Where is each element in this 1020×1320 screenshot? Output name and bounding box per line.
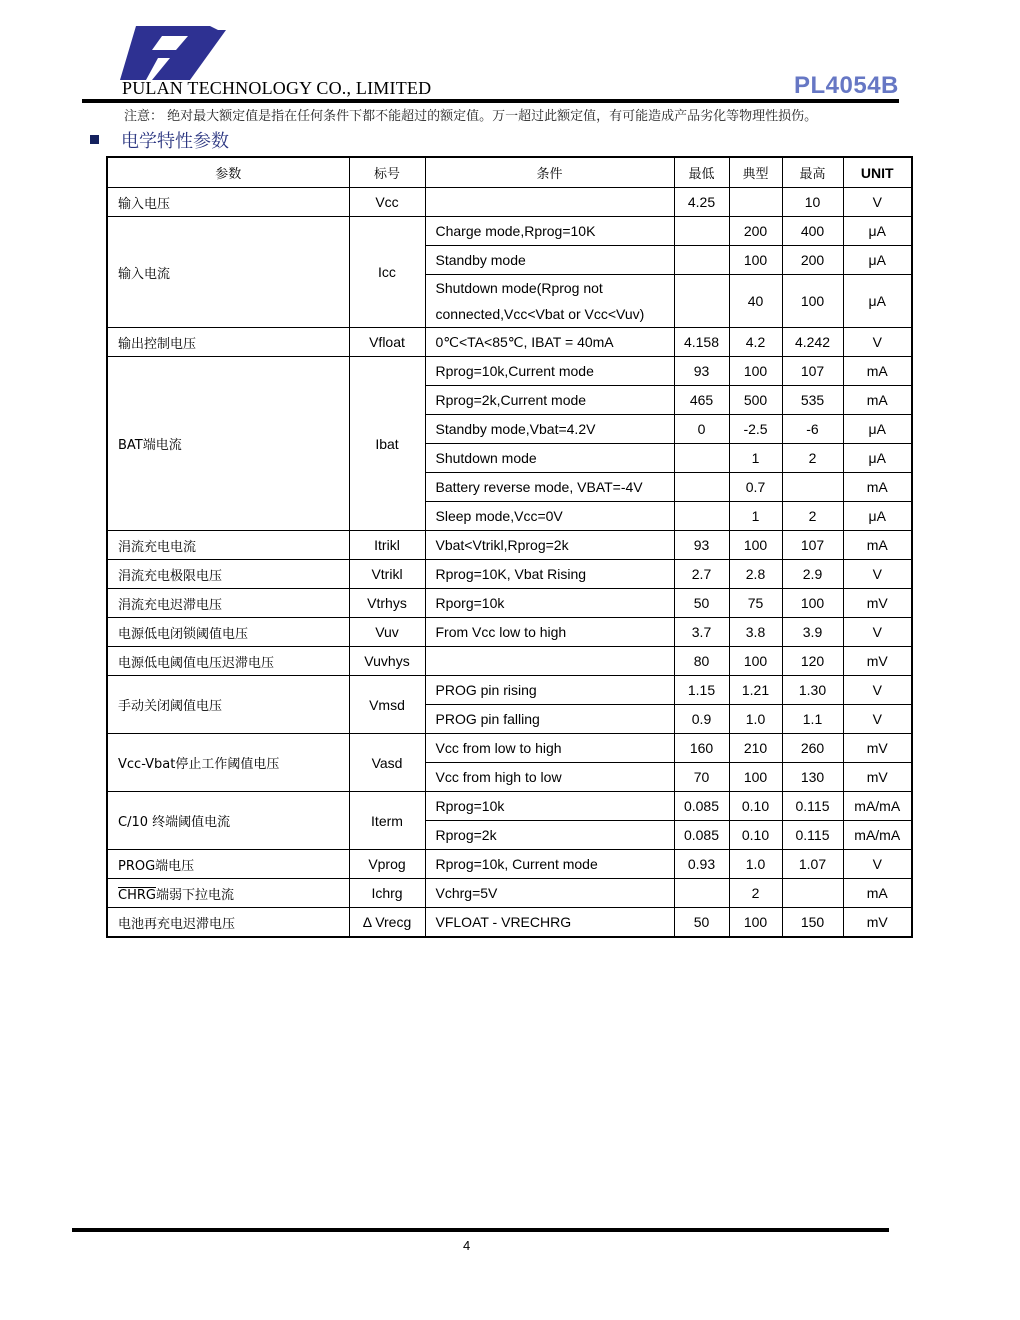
unit-cell: μA [843, 246, 912, 275]
symbol-cell: Ichrg [349, 879, 425, 908]
unit-cell: μA [843, 275, 912, 328]
max-cell [782, 879, 843, 908]
max-cell: 130 [782, 763, 843, 792]
unit-cell: mA/mA [843, 821, 912, 850]
unit-cell: mA [843, 357, 912, 386]
max-cell: 150 [782, 908, 843, 938]
typ-cell: 1.0 [729, 705, 782, 734]
symbol-cell: Ibat [349, 357, 425, 531]
unit-cell: V [843, 328, 912, 357]
table-row [107, 589, 912, 618]
symbol-cell: Icc [349, 217, 425, 328]
max-cell: 2 [782, 502, 843, 531]
unit-cell: V [843, 560, 912, 589]
unit-cell: mV [843, 734, 912, 763]
condition-cell: Shutdown mode [425, 444, 674, 473]
max-cell: 1.1 [782, 705, 843, 734]
condition-cell [425, 647, 674, 676]
min-cell: 0.9 [674, 705, 729, 734]
condition-cell: Vcc from high to low [425, 763, 674, 792]
condition-cell: VFLOAT - VRECHRG [425, 908, 674, 938]
symbol-cell: Vuv [349, 618, 425, 647]
min-cell [674, 246, 729, 275]
min-cell [674, 879, 729, 908]
symbol-cell: Iterm [349, 792, 425, 850]
header-divider [82, 99, 899, 103]
condition-cell: Vbat<Vtrikl,Rprog=2k [425, 531, 674, 560]
unit-cell: V [843, 850, 912, 879]
typ-cell: 100 [729, 246, 782, 275]
typ-cell: 1 [729, 444, 782, 473]
typ-cell: 500 [729, 386, 782, 415]
max-cell: 120 [782, 647, 843, 676]
condition-cell: 0℃<TA<85℃, IBAT = 40mA [425, 328, 674, 357]
param-cell: Vcc-Vbat停止工作阈值电压 [107, 734, 349, 792]
min-cell: 0 [674, 415, 729, 444]
table-row [107, 357, 912, 386]
unit-cell: mA [843, 473, 912, 502]
symbol-cell: Vprog [349, 850, 425, 879]
max-cell: 100 [782, 589, 843, 618]
symbol-cell: Δ Vrecg [349, 908, 425, 938]
table-row [107, 676, 912, 705]
max-cell: 1.30 [782, 676, 843, 705]
min-cell [674, 502, 729, 531]
table-row [107, 908, 912, 938]
min-cell: 80 [674, 647, 729, 676]
min-cell: 50 [674, 589, 729, 618]
unit-cell: mA/mA [843, 792, 912, 821]
symbol-cell: Vcc [349, 188, 425, 217]
max-cell [782, 473, 843, 502]
param-cell: 电源低电阈值电压迟滞电压 [107, 647, 349, 676]
header-unit: UNIT [843, 157, 912, 188]
unit-cell: V [843, 188, 912, 217]
typ-cell: 100 [729, 357, 782, 386]
condition-cell: Vchrg=5V [425, 879, 674, 908]
table-row [107, 217, 912, 246]
min-cell: 93 [674, 531, 729, 560]
max-cell: 0.115 [782, 821, 843, 850]
typ-cell: 75 [729, 589, 782, 618]
chrg-overline-text: CHRG [118, 887, 156, 903]
param-cell: 涓流充电电流 [107, 531, 349, 560]
unit-cell: V [843, 705, 912, 734]
condition-cell: Rprog=2k [425, 821, 674, 850]
symbol-cell: Vtrhys [349, 589, 425, 618]
param-cell: 输入电压 [107, 188, 349, 217]
part-number: PL4054B [794, 72, 899, 99]
table-row [107, 792, 912, 821]
param-cell: 输入电流 [107, 217, 349, 328]
min-cell: 160 [674, 734, 729, 763]
condition-cell: Sleep mode,Vcc=0V [425, 502, 674, 531]
unit-cell: mA [843, 531, 912, 560]
unit-cell: μA [843, 217, 912, 246]
max-cell: 2 [782, 444, 843, 473]
typ-cell: 200 [729, 217, 782, 246]
min-cell: 2.7 [674, 560, 729, 589]
condition-cell: PROG pin rising [425, 676, 674, 705]
condition-cell: Battery reverse mode, VBAT=-4V [425, 473, 674, 502]
max-cell: 200 [782, 246, 843, 275]
max-cell: 535 [782, 386, 843, 415]
min-cell: 4.25 [674, 188, 729, 217]
electrical-characteristics-table [106, 156, 913, 938]
max-cell: 1.07 [782, 850, 843, 879]
min-cell: 0.085 [674, 821, 729, 850]
min-cell: 0.93 [674, 850, 729, 879]
min-cell: 465 [674, 386, 729, 415]
param-cell: 电源低电闭锁阈值电压 [107, 618, 349, 647]
max-cell: 260 [782, 734, 843, 763]
typ-cell: 2 [729, 879, 782, 908]
typ-cell: 210 [729, 734, 782, 763]
param-text: 端弱下拉电流 [155, 887, 234, 903]
warning-note: 注意： 绝对最大额定值是指在任何条件下都不能超过的额定值。万一超过此额定值，有可能造成产品劣化等物理性损伤。 [124, 109, 818, 124]
typ-cell: 0.7 [729, 473, 782, 502]
typ-cell: 100 [729, 531, 782, 560]
section-title: 电学特性参数 [121, 131, 229, 152]
unit-cell: V [843, 618, 912, 647]
condition-cell: Rporg=10k [425, 589, 674, 618]
typ-cell: 1 [729, 502, 782, 531]
typ-cell: 100 [729, 647, 782, 676]
typ-cell: 4.2 [729, 328, 782, 357]
table-header-row [107, 157, 912, 188]
typ-cell: 2.8 [729, 560, 782, 589]
param-cell: C/10 终端阈值电流 [107, 792, 349, 850]
section-heading [90, 127, 229, 153]
min-cell [674, 444, 729, 473]
max-cell: 100 [782, 275, 843, 328]
table-row [107, 328, 912, 357]
param-cell: 手动关闭阈值电压 [107, 676, 349, 734]
company-name: PULAN TECHNOLOGY CO., LIMITED [122, 78, 432, 98]
header-condition: 条件 [425, 157, 674, 188]
min-cell [674, 473, 729, 502]
condition-cell: PROG pin falling [425, 705, 674, 734]
condition-cell: Vcc from low to high [425, 734, 674, 763]
typ-cell [729, 188, 782, 217]
typ-cell: 100 [729, 908, 782, 938]
typ-cell: -2.5 [729, 415, 782, 444]
table-row [107, 734, 912, 763]
header-max: 最高 [782, 157, 843, 188]
table-row [107, 850, 912, 879]
unit-cell: mV [843, 763, 912, 792]
param-cell: 输出控制电压 [107, 328, 349, 357]
param-cell: PROG端电压 [107, 850, 349, 879]
condition-cell [425, 188, 674, 217]
param-cell: 涓流充电极限电压 [107, 560, 349, 589]
header-param: 参数 [107, 157, 349, 188]
max-cell: -6 [782, 415, 843, 444]
typ-cell: 0.10 [729, 792, 782, 821]
table-row [107, 560, 912, 589]
typ-cell: 1.0 [729, 850, 782, 879]
condition-cell: Rprog=10k,Current mode [425, 357, 674, 386]
max-cell: 107 [782, 357, 843, 386]
condition-cell: Rprog=10k [425, 792, 674, 821]
min-cell: 50 [674, 908, 729, 938]
unit-cell: μA [843, 415, 912, 444]
condition-cell: Rprog=10k, Current mode [425, 850, 674, 879]
symbol-cell: Vasd [349, 734, 425, 792]
typ-cell: 3.8 [729, 618, 782, 647]
min-cell: 4.158 [674, 328, 729, 357]
condition-cell [425, 275, 674, 328]
square-bullet-icon [90, 135, 99, 144]
min-cell [674, 275, 729, 328]
condition-line-1: Shutdown mode(Rprog not [435, 280, 603, 296]
unit-cell: mV [843, 647, 912, 676]
condition-cell: Rprog=10K, Vbat Rising [425, 560, 674, 589]
param-cell: BAT端电流 [107, 357, 349, 531]
symbol-cell: Itrikl [349, 531, 425, 560]
min-cell: 3.7 [674, 618, 729, 647]
condition-cell: From Vcc low to high [425, 618, 674, 647]
min-cell [674, 217, 729, 246]
max-cell: 2.9 [782, 560, 843, 589]
symbol-cell: Vmsd [349, 676, 425, 734]
table-row [107, 647, 912, 676]
condition-cell: Rprog=2k,Current mode [425, 386, 674, 415]
symbol-cell: Vfloat [349, 328, 425, 357]
max-cell: 10 [782, 188, 843, 217]
table-row [107, 618, 912, 647]
table-row [107, 188, 912, 217]
typ-cell: 100 [729, 763, 782, 792]
table-row [107, 879, 912, 908]
max-cell: 4.242 [782, 328, 843, 357]
param-cell: 涓流充电迟滞电压 [107, 589, 349, 618]
footer-divider [72, 1228, 889, 1232]
unit-cell: mA [843, 879, 912, 908]
max-cell: 0.115 [782, 792, 843, 821]
table-row [107, 531, 912, 560]
header-typ: 典型 [729, 157, 782, 188]
unit-cell: V [843, 676, 912, 705]
header-symbol: 标号 [349, 157, 425, 188]
min-cell: 93 [674, 357, 729, 386]
typ-cell: 1.21 [729, 676, 782, 705]
min-cell: 0.085 [674, 792, 729, 821]
unit-cell: μA [843, 444, 912, 473]
min-cell: 70 [674, 763, 729, 792]
max-cell: 3.9 [782, 618, 843, 647]
unit-cell: μA [843, 502, 912, 531]
typ-cell: 0.10 [729, 821, 782, 850]
param-cell [107, 879, 349, 908]
condition-cell: Standby mode,Vbat=4.2V [425, 415, 674, 444]
unit-cell: mV [843, 908, 912, 938]
unit-cell: mA [843, 386, 912, 415]
condition-line-2: connected,Vcc<Vbat or Vcc<Vuv) [435, 306, 645, 322]
unit-cell: mV [843, 589, 912, 618]
max-cell: 400 [782, 217, 843, 246]
page-number: 4 [463, 1238, 471, 1253]
min-cell: 1.15 [674, 676, 729, 705]
symbol-cell: Vtrikl [349, 560, 425, 589]
symbol-cell: Vuvhys [349, 647, 425, 676]
typ-cell: 40 [729, 275, 782, 328]
pulan-logo [118, 22, 226, 82]
param-cell: 电池再充电迟滞电压 [107, 908, 349, 938]
header-min: 最低 [674, 157, 729, 188]
max-cell: 107 [782, 531, 843, 560]
condition-cell: Standby mode [425, 246, 674, 275]
condition-cell: Charge mode,Rprog=10K [425, 217, 674, 246]
